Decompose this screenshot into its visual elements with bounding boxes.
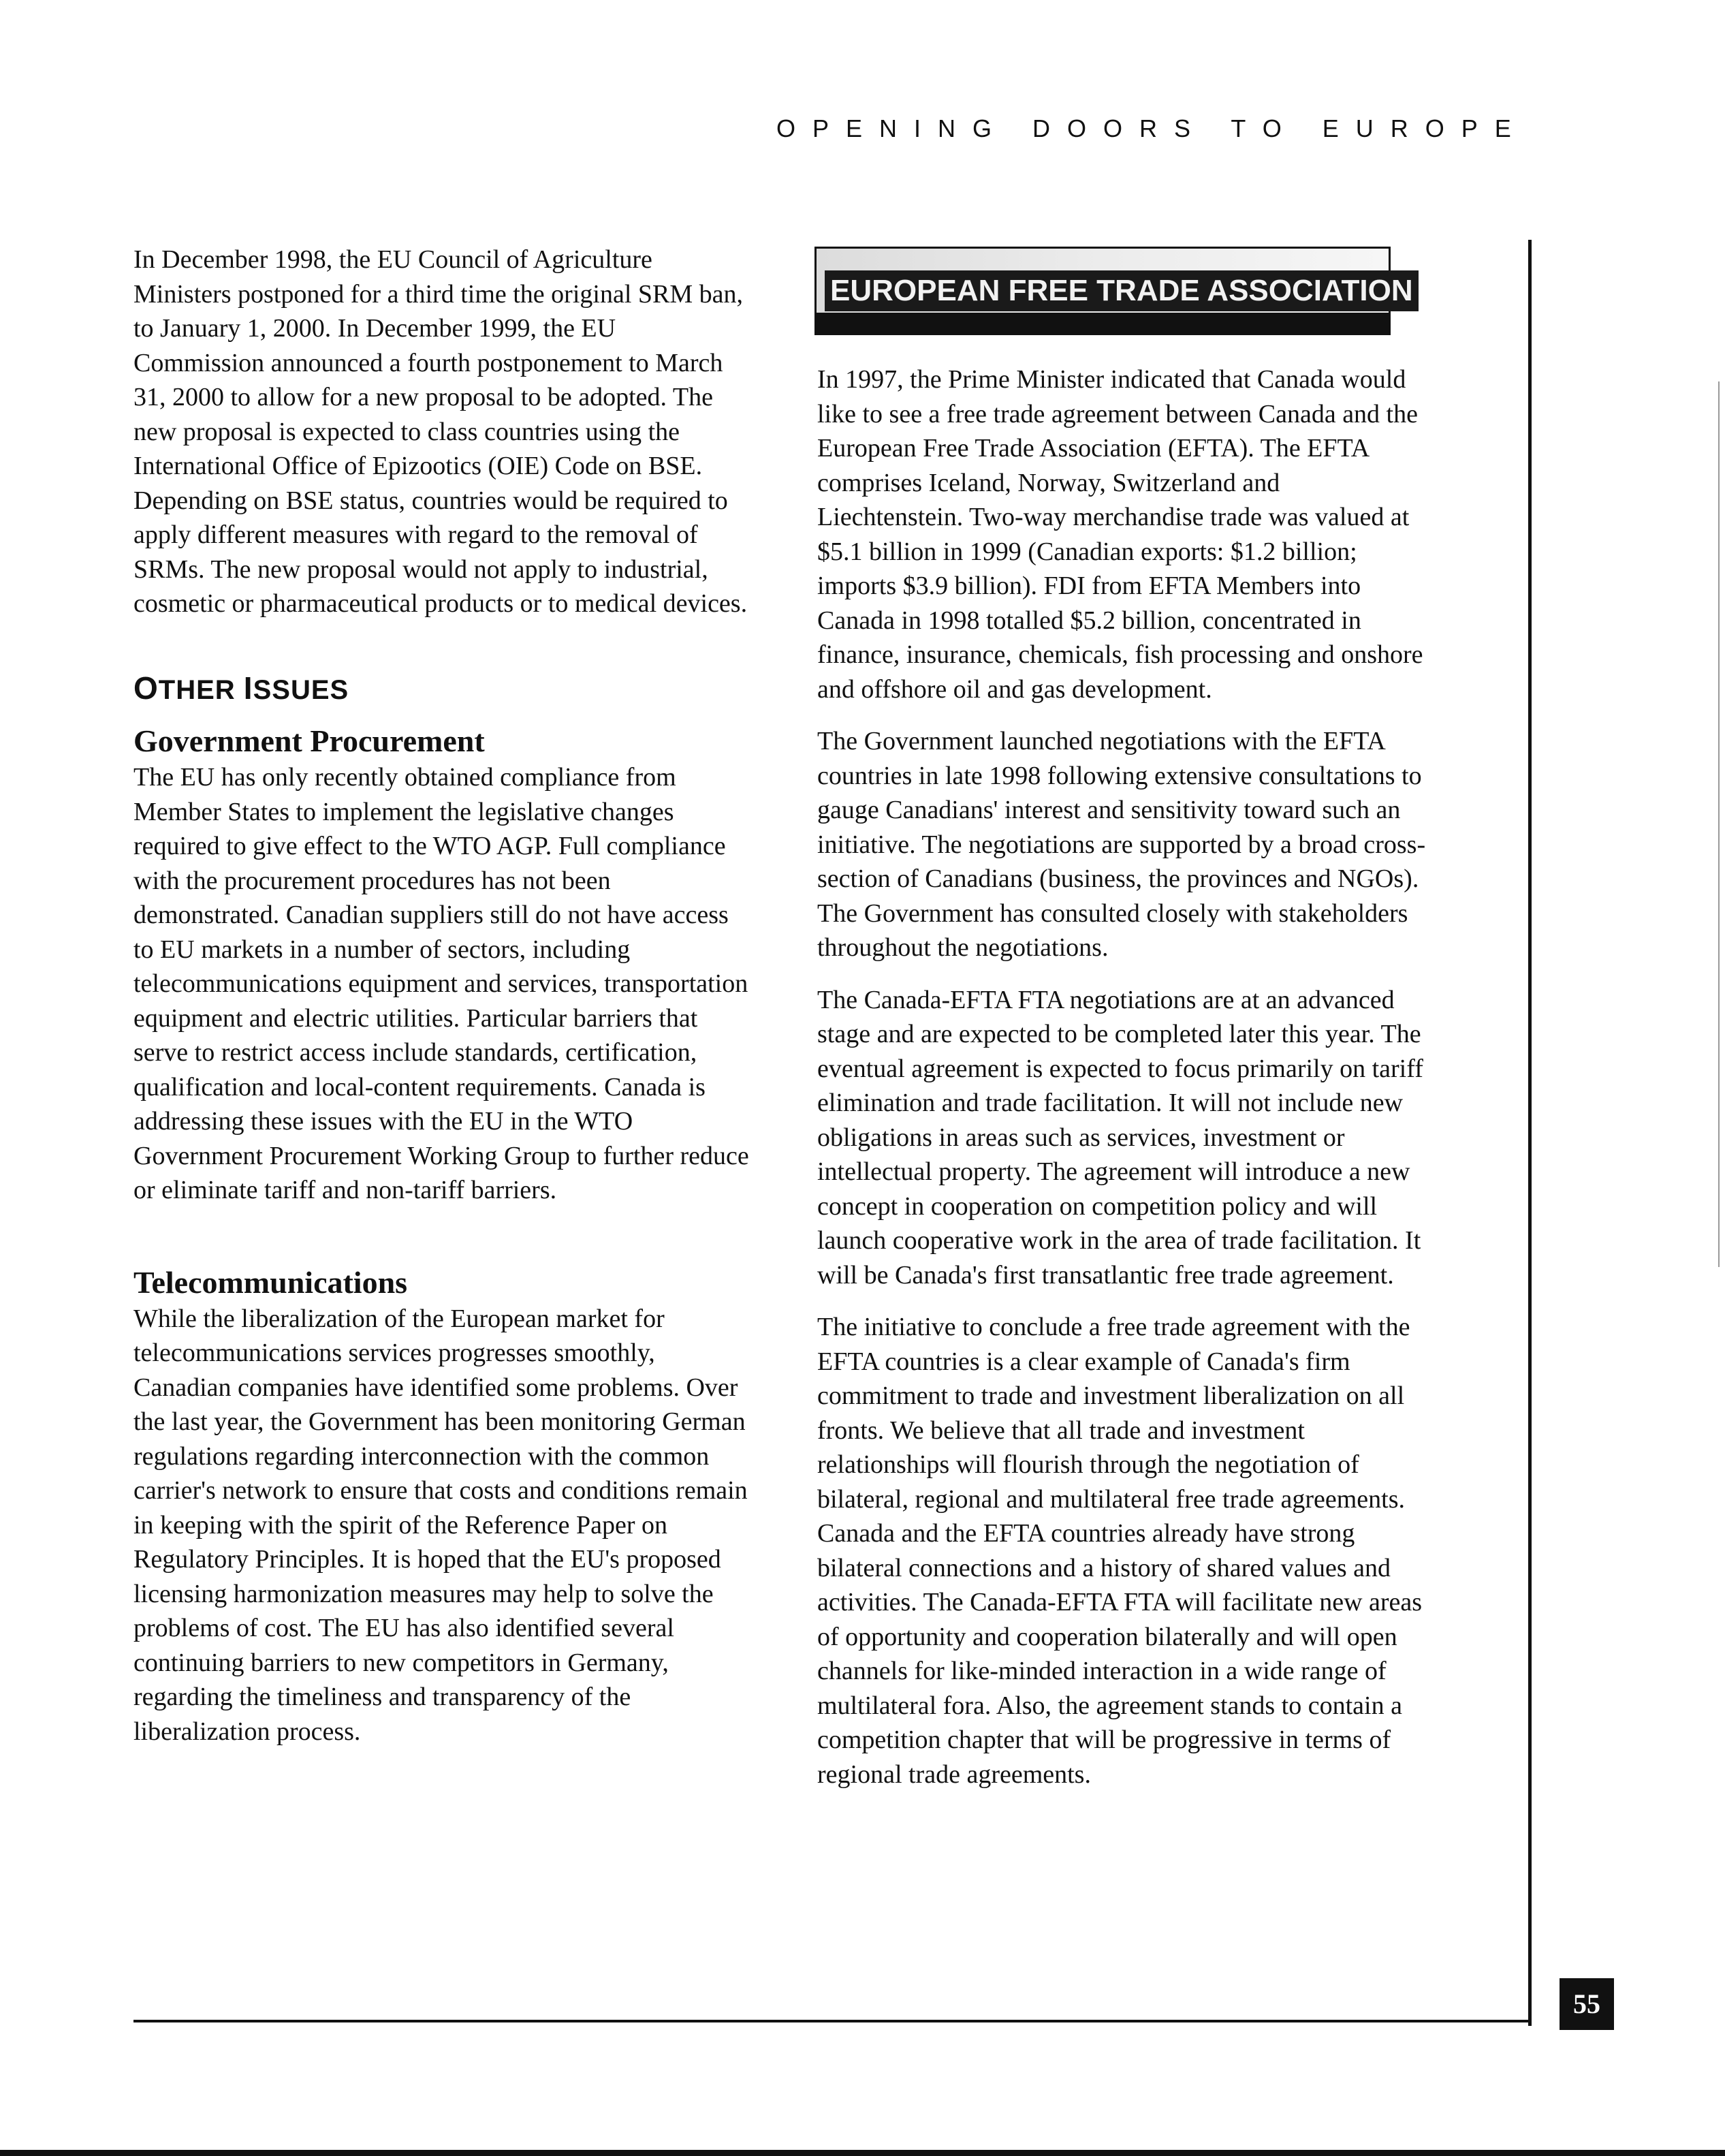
efta-paragraph: In 1997, the Prime Minister indicated that Canada would like to see a free trade agreement between Canada and the European Free Trade Association (EFTA). The EFTA comprises Iceland, Norway, Switzerland and Liechtenstein. Two-way merchandise trade was valued at $5.1 billion in 1999 (Canadian exports: $1.2 billion; imports $3.9 billion). FDI from EFTA Members into Canada in 1998 totalled $5.2 billion, concentrated in finance, insurance, chemicals, fish processing and onshore and offshore oil and gas development. — [817, 365, 1423, 704]
telecom-body: While the liberalization of the European market for telecommunications services progresses smoothly, Canadian companies have identified some problems. Over the last year, the Government has been monitoring German regulations regarding interconnection with the common carrier's network to ensure that costs and conditions remain in keeping with the spirit of the Reference Paper on Regulatory Principles. It is hoped that the EU's proposed licensing harmonization measures may help to solve the problems of cost. The EU has also identified several continuing barriers to new competitors in Germany, regarding the timeliness and transparency of the liberalization process. — [133, 1304, 748, 1746]
scan-edge-right — [1718, 381, 1720, 1267]
efta-paragraph: The initiative to conclude a free trade agreement with the EFTA countries is a clear example of Canada's firm commitment to trade and investment liberalization on all fronts. We believe that all trade and investment relationships will flourish through the negotiation of bilateral, regional and multilateral free trade agreements. Canada and the EFTA countries already have strong bilateral connections and a history of shared values and activities. The Canada-EFTA FTA will facilitate new areas of opportunity and cooperation bilaterally and will open channels for like-minded interaction in a wide range of multilateral fora. Also, the agreement stands to contain a competition chapter that will be progressive in terms of regional trade agreements. — [817, 1313, 1423, 1789]
left-column — [133, 243, 750, 1749]
efta-paragraph: The Canada-EFTA FTA negotiations are at an advanced stage and are expected to be completed later this year. The eventual agreement is expected to focus primarily on tariff elimination and trade facilitation. It will not include new obligations in areas such as services, investment or intellectual property. The agreement will introduce a new concept in cooperation on competition policy and will launch cooperative work in the area of trade facilitation. It will be Canada's first transatlantic free trade agreement. — [817, 985, 1423, 1290]
running-header: OPENING DOORS TO EUROPE — [776, 114, 1528, 142]
banner-underline-bar — [817, 313, 1389, 333]
intro-paragraph: In December 1998, the EU Council of Agriculture Ministers postponed for a third time the original SRM ban, to January 1, 2000. In December 1999, the EU Commission announced a fourth postponement to March 31, 2000 to allow for a new proposal to be adopted. The new proposal is expected to class countries using the International Office of Epizootics (OIE) Code on BSE. Depending on BSE status, countries would be required to apply different measures with regard to the removal of SRMs. The new proposal would not apply to industrial, cosmetic or pharmaceutical products or to medical devices. — [133, 245, 748, 618]
section-heading-other-issues: OTHER ISSUES — [133, 670, 349, 706]
efta-section-banner — [814, 247, 1413, 335]
banner-title: EUROPEAN FREE TRADE ASSOCIATION — [825, 270, 1419, 311]
scan-edge-bottom — [0, 2150, 1725, 2156]
page-number-box: 55 — [1560, 1978, 1614, 2030]
telecom-heading: Telecommunications — [133, 1264, 408, 1300]
procurement-body: The EU has only recently obtained compliance from Member States to implement the legislative changes required to give effect to the WTO AGP. Full compliance with the procurement procedures has not been demonstrated. Canadian suppliers still do not have access to EU markets in a number of sectors, including telecommunications equipment and services, transportation equipment and electric utilities. Particular barriers that serve to restrict access include standards, certification, qualification and local-content requirements. Canada is addressing these issues with the EU in the WTO Government Procurement Working Group to further reduce or eliminate tariff and non-tariff barriers. — [133, 763, 749, 1204]
efta-paragraph: The Government launched negotiations with the EFTA countries in late 1998 following extensive consultations to gauge Canadians' interest and sensitivity toward such an initiative. The negotiations are supported by a broad cross-section of Canadians (business, the provinces and NGOs). The Government has consulted closely with stakeholders throughout the negotiations. — [817, 727, 1426, 962]
frame-horizontal-rule — [133, 2020, 1532, 2022]
procurement-heading: Government Procurement — [133, 723, 485, 758]
frame-vertical-rule — [1528, 240, 1532, 2026]
right-column — [817, 362, 1430, 1809]
